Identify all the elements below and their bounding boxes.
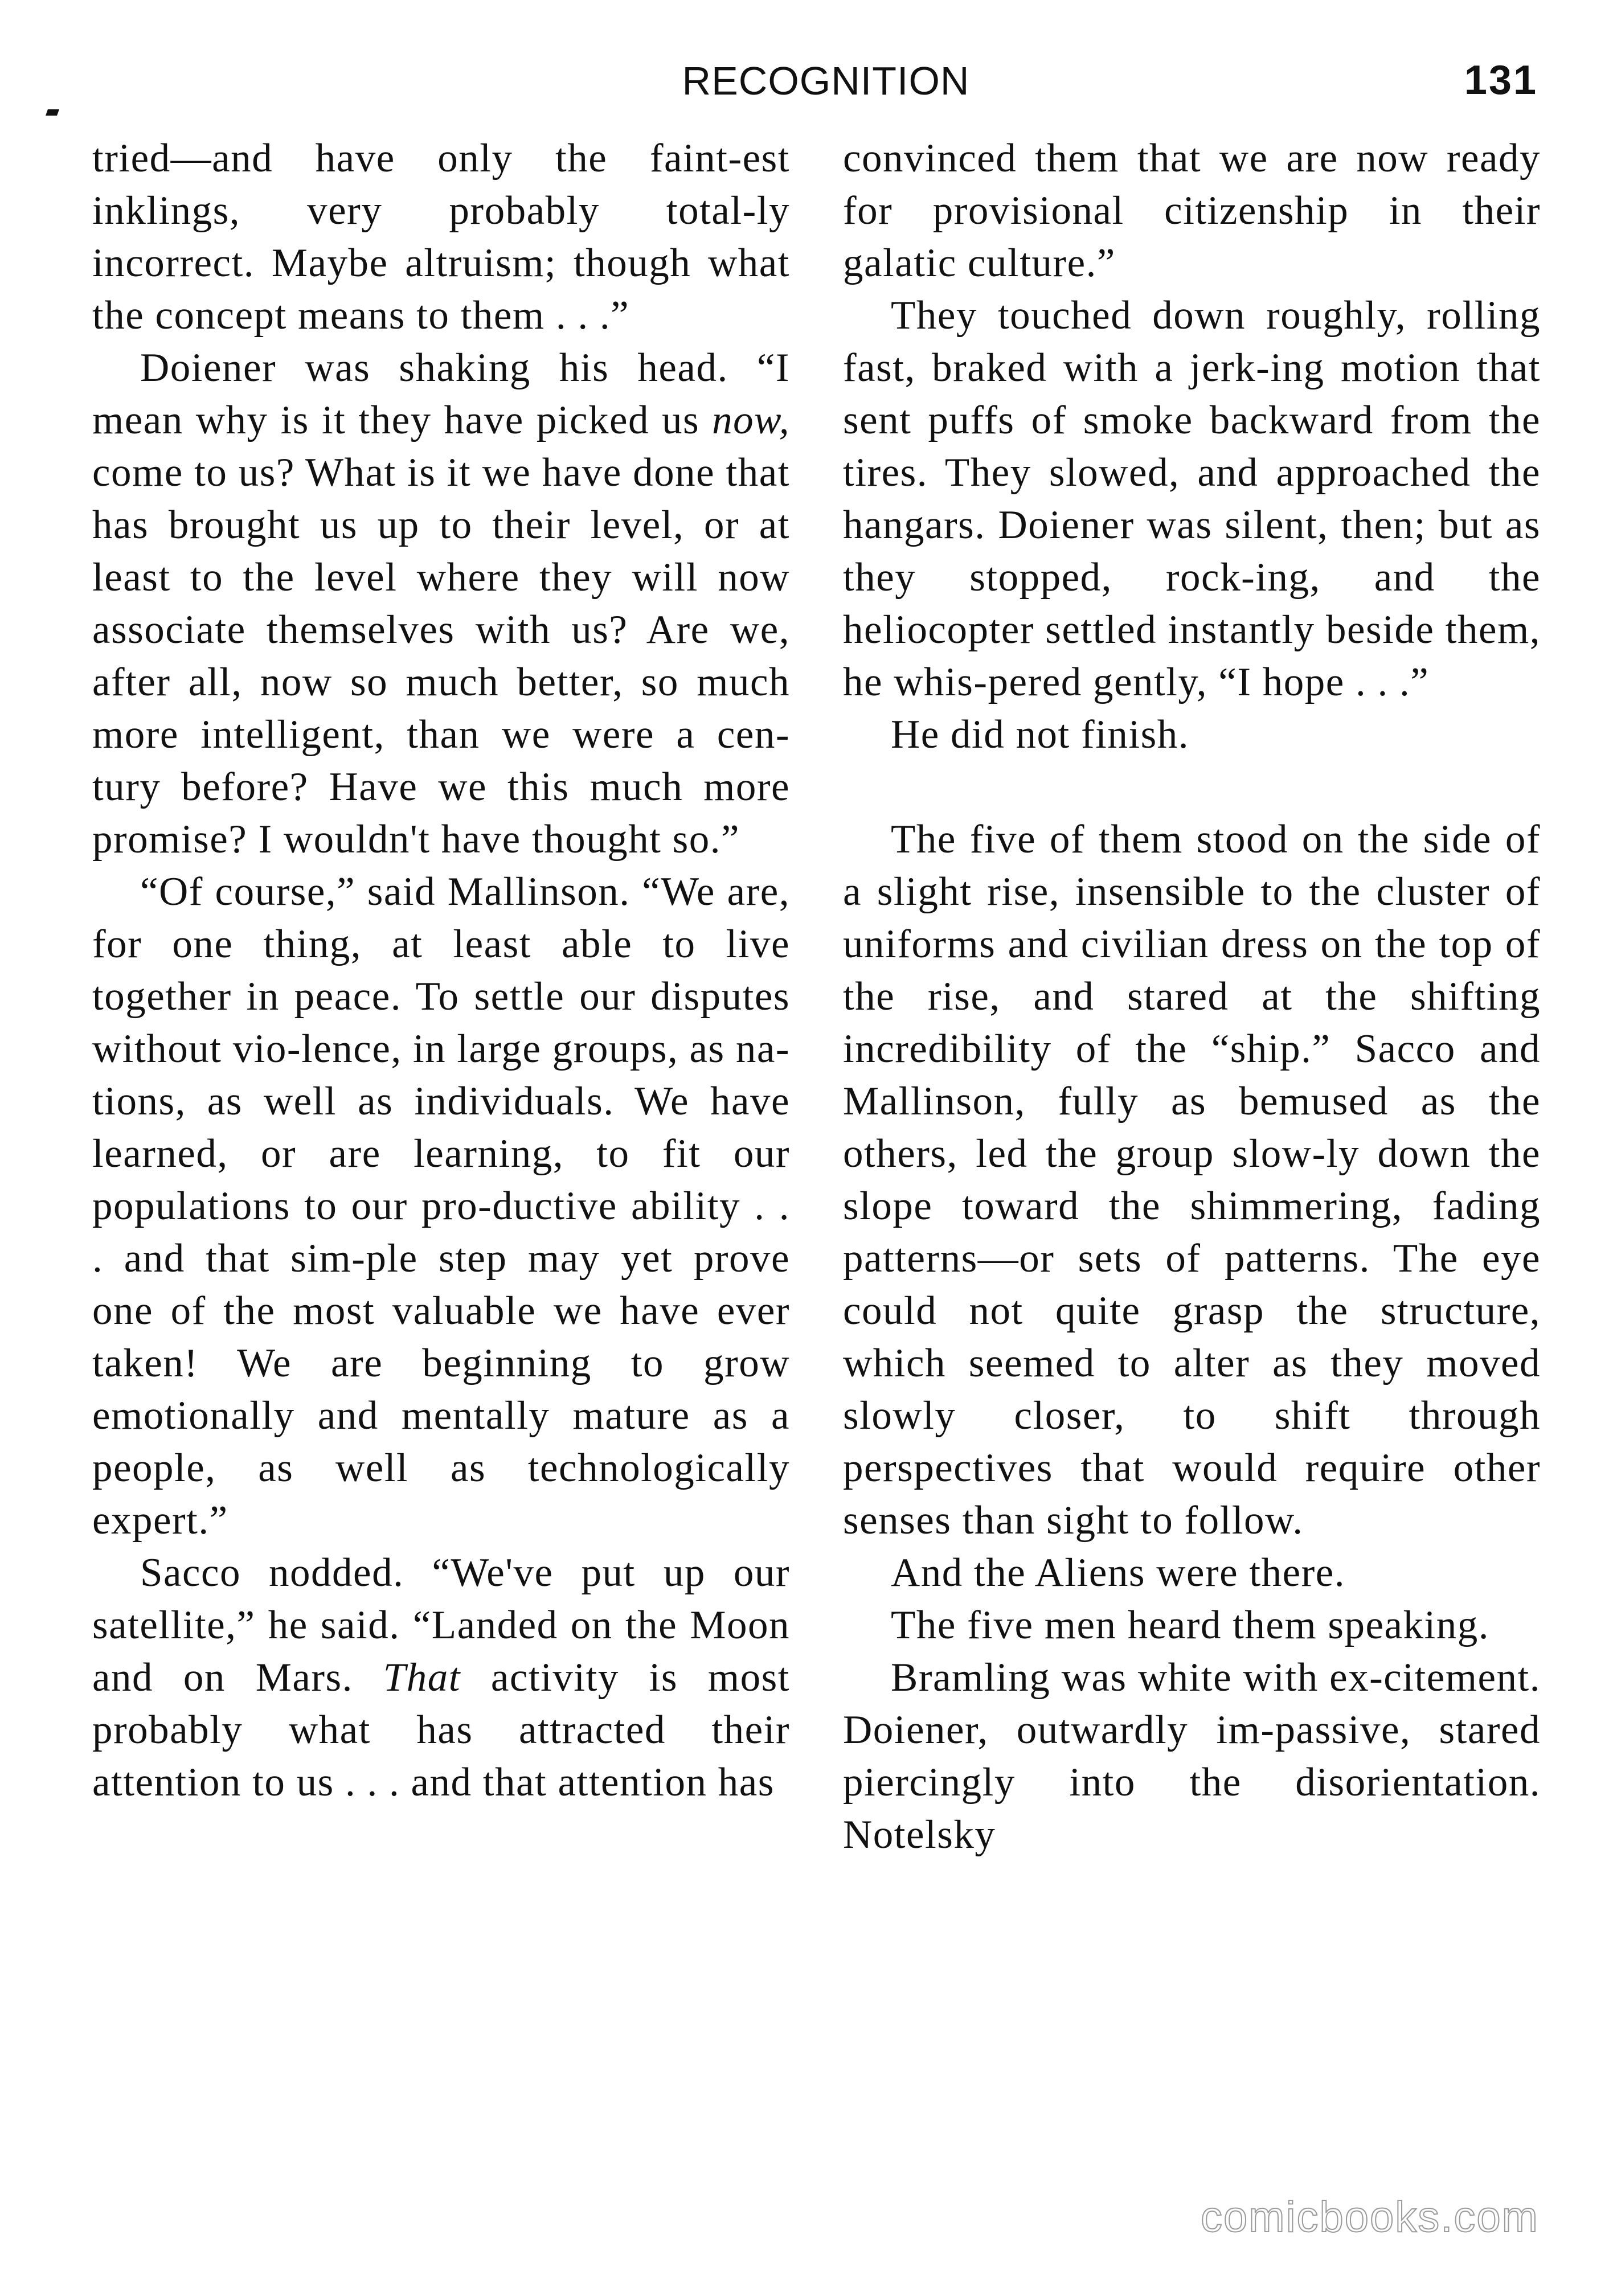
- italic-text: now,: [712, 398, 790, 442]
- margin-mark: [46, 109, 59, 116]
- paragraph-text: Sacco nodded. “We've put up our satellite,” he said. “Landed on the Moon and on Mars.: [92, 1551, 790, 1700]
- paragraph: The five men heard them speaking.: [891, 1603, 1490, 1647]
- paragraph: convinced them that we are now ready for provisional citizenship in their galatic culture.”: [843, 136, 1541, 285]
- paragraph-text: Doiener was shaking his head. “I mean why is it they have picked us: [92, 346, 790, 442]
- left-column: [92, 132, 790, 1809]
- paragraph: And the Aliens were there.: [891, 1551, 1346, 1595]
- right-column: [843, 132, 1541, 1861]
- paragraph: He did not finish.: [891, 712, 1189, 757]
- paragraph: [92, 1547, 790, 1809]
- page-number: 131: [1464, 58, 1538, 103]
- watermark: comicbooks.com: [1201, 2193, 1539, 2241]
- running-title: RECOGNITION: [682, 59, 970, 103]
- paragraph: tried—and have only the faint-est inklings, very probably total-ly incorrect. Maybe altruism; though what the concept means to them . . .”: [92, 136, 790, 338]
- paragraph: Bramling was white with ex-citement. Doiener, outwardly im-passive, stared piercingly into the disorientation. Notelsky: [843, 1655, 1541, 1857]
- italic-text: That: [383, 1655, 461, 1700]
- paragraph: They touched down roughly, rolling fast, braked with a jerk-ing motion that sent puffs of smoke backward from the tires. They slowed, and approached the hangars. Doiener was silent, then; but as they stopped, rock-ing, and the heliocopter settled instantly beside them, he whis-pered gently, “I hope . . .”: [843, 293, 1541, 704]
- paragraph-text: come to us? What is it we have done that has brought us up to their level, or at least to the level where they will now associate themselves with us? Are we, after all, now so much better, so much more intelligent, than we were a cen-tury before? Have we this much more promise? I wouldn't have thought so.”: [92, 450, 790, 862]
- paragraph: [92, 342, 790, 866]
- paragraph-text: activity is most probably what has attracted their attention to us . . . and that attention has: [92, 1655, 790, 1805]
- section-break: [843, 761, 1541, 813]
- paragraph: “Of course,” said Mallinson. “We are, for one thing, at least able to live together in peace. To settle our disputes without vio-lence, in large groups, as na-tions, as well as individuals. We have learned, or are learning, to fit our populations to our pro-ductive ability . . . and that sim-ple step may yet prove one of the most valuable we have ever taken! We are beginning to grow emotionally and mentally mature as a people, as well as technologically expert.”: [92, 870, 791, 1543]
- paragraph: The five of them stood on the side of a slight rise, insensible to the cluster of uniforms and civilian dress on the top of the rise, and stared at the shifting incredibility of the “ship.” Sacco and Mallinson, fully as bemused as the others, led the group slow-ly down the slope toward the shimmering, fading patterns—or sets of patterns. The eye could not quite grasp the structure, which seemed to alter as they moved slowly closer, to shift through perspectives that would require other senses than sight to follow.: [843, 817, 1541, 1543]
